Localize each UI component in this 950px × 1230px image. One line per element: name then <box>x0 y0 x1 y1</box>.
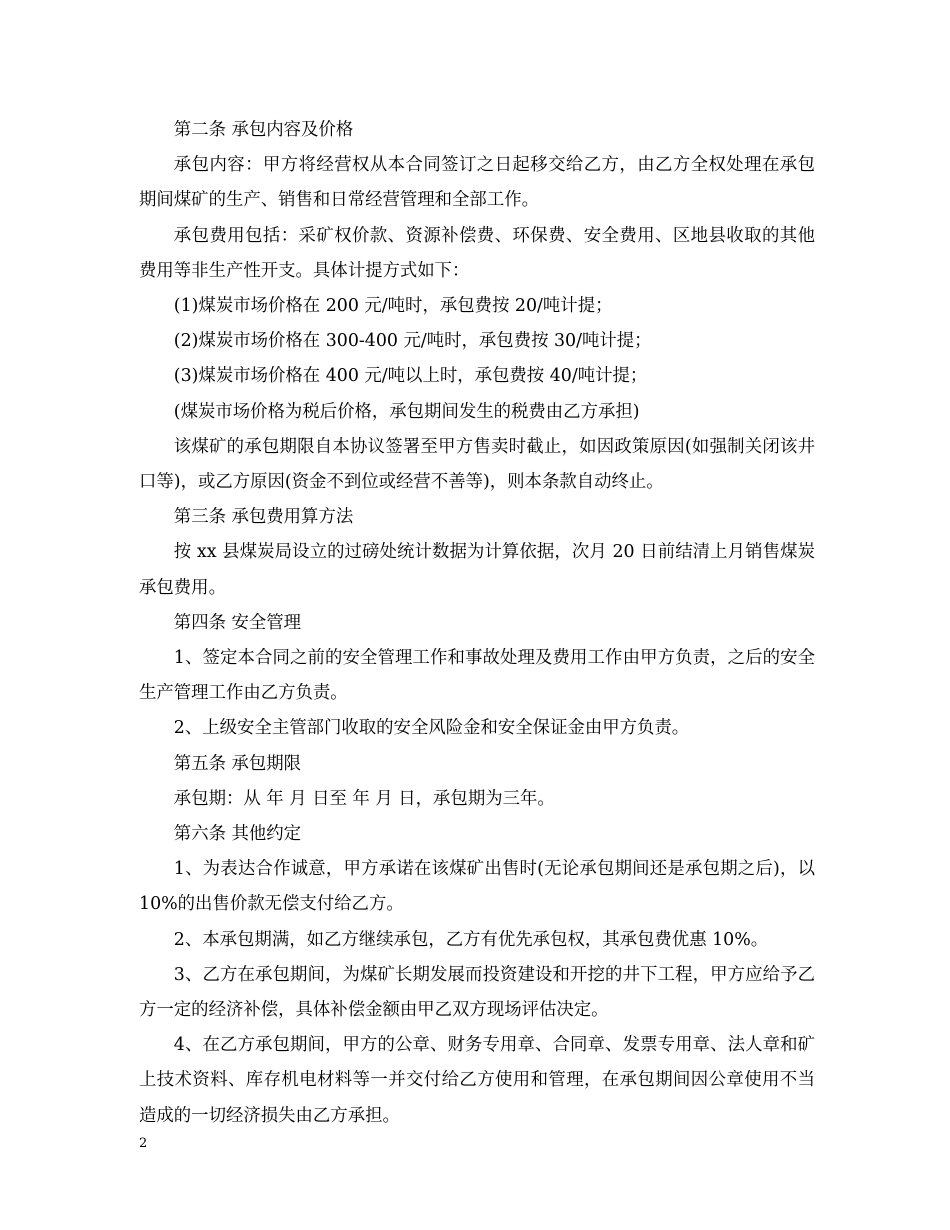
article-4-heading: 第四条 安全管理 <box>173 612 302 633</box>
other-item-1: 1、为表达合作诚意，甲方承诺在该煤矿出售时(无论承包期间还是承包期之后)，以 10%的出售价款无偿支付给乙方。 <box>139 859 815 915</box>
other-item-4: 4、在乙方承包期间，甲方的公章、财务专用章、合同章、发票专用章、法人章和矿上技术资料、库存机电材料等一并交付给乙方使用和管理，在承包期间因公章使用不当造成的一切经济损失由乙方承担。 <box>139 1035 815 1126</box>
contract-term-paragraph: 该煤矿的承包期限自本协议签署至甲方售卖时截止，如因政策原因(如强制关闭该井口等)，或乙方原因(资金不到位或经营不善等)，则本条款自动终止。 <box>139 436 815 493</box>
article-3-heading: 第三条 承包费用算方法 <box>173 507 354 528</box>
fee-rule-3: (3)煤炭市场价格在 400 元/吨以上时，承包费按 40/吨计提； <box>173 366 648 387</box>
fee-calculation-paragraph: 按 xx 县煤炭局设立的过磅处统计数据为计算依据，次月 20 日前结清上月销售煤炭承包费用。 <box>139 542 815 598</box>
safety-item-1: 1、签定本合同之前的安全管理工作和事故处理及费用工作由甲方负责，之后的安全生产管理工作由乙方负责。 <box>139 648 815 704</box>
fee-note: (煤炭市场价格为税后价格，承包期间发生的税费由乙方承担) <box>173 401 640 422</box>
article-6-heading: 第六条 其他约定 <box>173 824 302 845</box>
page-number: 2 <box>139 1136 148 1151</box>
safety-item-2: 2、上级安全主管部门收取的安全风险金和安全保证金由甲方负责。 <box>173 718 690 739</box>
article-2-heading: 第二条 承包内容及价格 <box>173 120 354 140</box>
other-item-2: 2、本承包期满，如乙方继续承包，乙方有优先承包权，其承包费优惠 10%。 <box>173 929 769 950</box>
other-item-3: 3、乙方在承包期间，为煤矿长期发展而投资建设和开挖的井下工程，甲方应给予乙方一定的经济补偿，具体补偿金额由甲乙双方现场评估决定。 <box>139 964 815 1021</box>
article-5-heading: 第五条 承包期限 <box>173 753 302 774</box>
contract-period-paragraph: 承包期：从 年 月 日至 年 月 日，承包期为三年。 <box>173 788 555 809</box>
contract-fees-paragraph: 承包费用包括：采矿权价款、资源补偿费、环保费、安全费用、区地县收取的其他费用等非生产性开支。具体计提方式如下： <box>139 225 815 281</box>
contract-content-paragraph: 承包内容：甲方将经营权从本合同签订之日起移交给乙方，由乙方全权处理在承包期间煤矿的生产、销售和日常经营管理和全部工作。 <box>139 155 815 211</box>
fee-rule-2: (2)煤炭市场价格在 300-400 元/吨时，承包费按 30/吨计提； <box>173 331 652 352</box>
fee-rule-1: (1)煤炭市场价格在 200 元/吨时，承包费按 20/吨计提； <box>173 296 613 317</box>
document-body <box>139 113 815 1134</box>
